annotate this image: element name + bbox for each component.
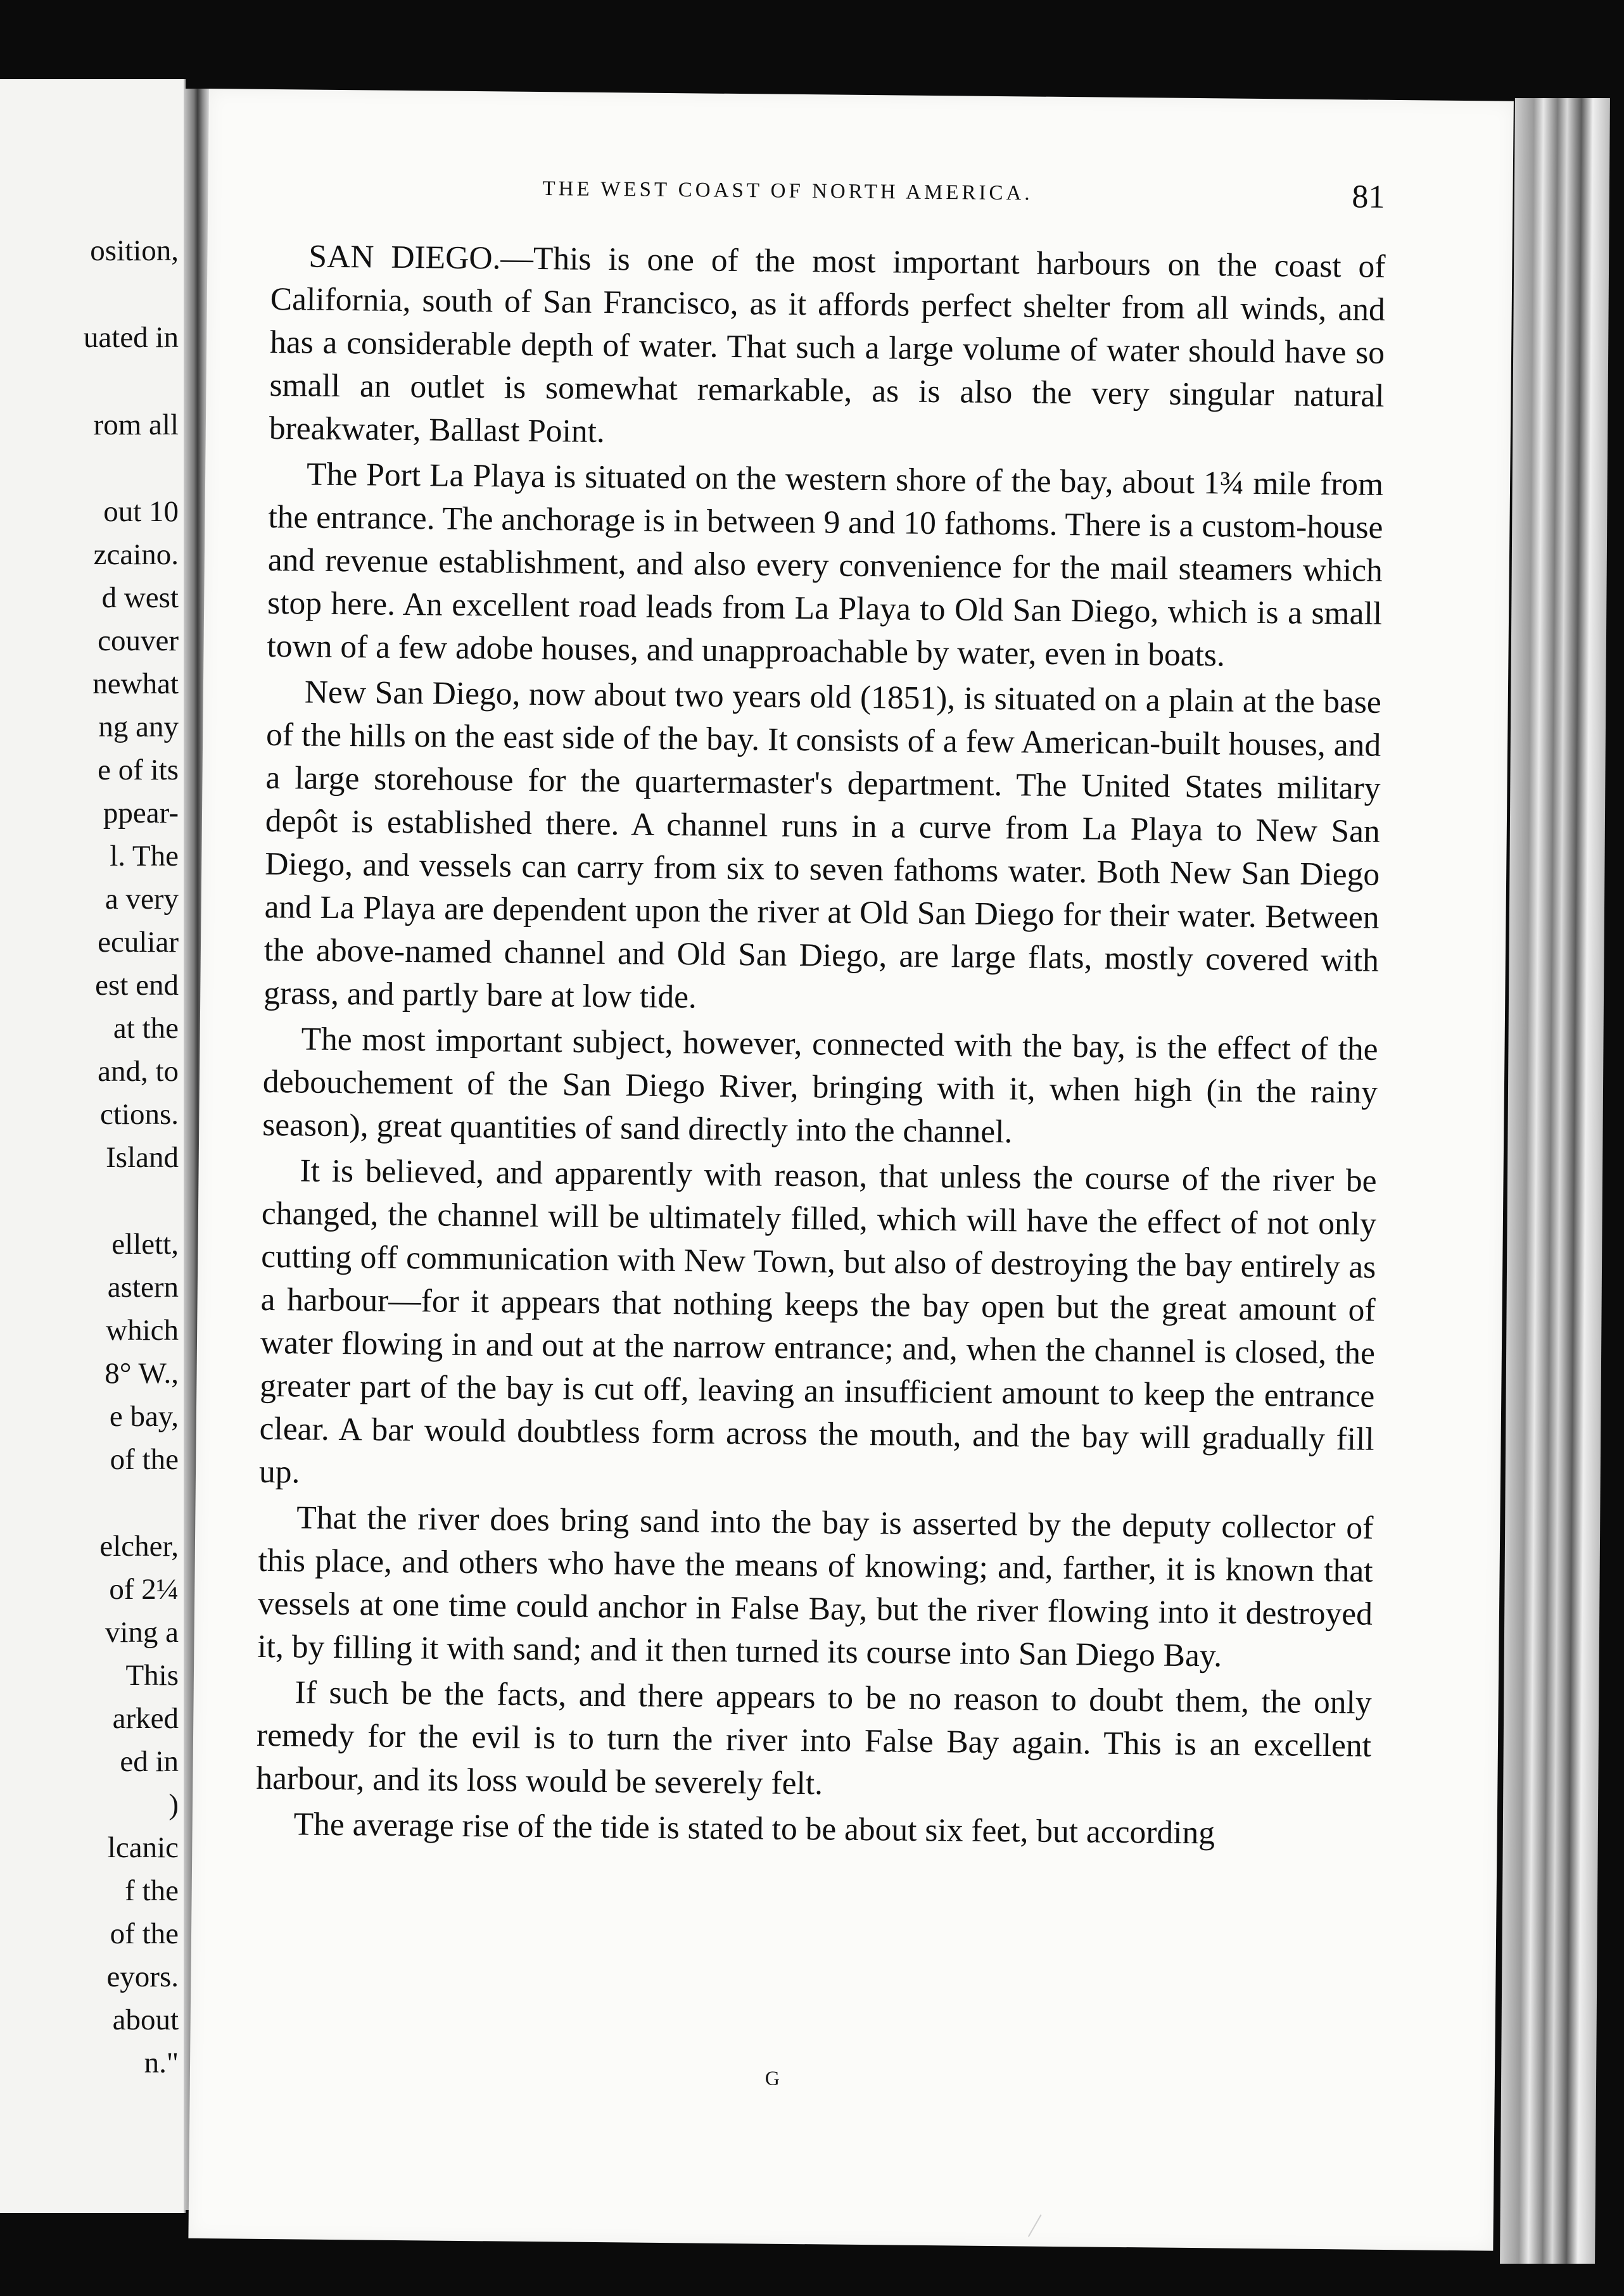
left-page xyxy=(0,79,186,2213)
left-page-line: 8° W., xyxy=(105,1357,179,1390)
page-edges xyxy=(1500,98,1610,2264)
left-page-line: osition, xyxy=(90,234,179,267)
left-page-line: about xyxy=(112,2003,179,2036)
paragraph: If such be the facts, and there appears to be no reason to doubt them, the only remedy for the evil is to turn the river into False Bay again. This is an excellent harbour, and its loss would be severely felt. xyxy=(256,1674,1372,1802)
left-page-line: f the xyxy=(125,1874,179,1907)
left-page-line: l. The xyxy=(110,840,179,873)
left-page-line: eculiar xyxy=(98,926,179,959)
left-page-line: rom all xyxy=(93,408,179,441)
page-number: 81 xyxy=(1352,179,1385,215)
left-page-line: at the xyxy=(113,1012,179,1045)
paragraph: The average rise of the tide is stated to be about six feet, but according xyxy=(293,1806,1215,1851)
left-page-line: and, to xyxy=(98,1055,179,1088)
left-page-line: of 2¼ xyxy=(109,1573,179,1606)
paragraph: That the river does bring sand into the bay is asserted by the deputy collector of this place, and others who have the means of knowing; and, farther, it is known that vessels at one time could anchor in False Bay, but the river flowing into it destroyed it, by filling it with sand; and it then turned its course into San Diego Bay. xyxy=(257,1499,1374,1674)
left-page-line: of the xyxy=(110,1443,179,1476)
left-page-line: newhat xyxy=(92,667,179,700)
left-page-line: eyors. xyxy=(106,1960,179,1993)
left-page-line: arked xyxy=(112,1702,179,1735)
left-page-line: This xyxy=(125,1659,179,1692)
left-page-line: ed in xyxy=(120,1745,179,1778)
left-page-line: out 10 xyxy=(103,495,179,528)
body-text xyxy=(255,235,1385,1857)
left-page-line: of the xyxy=(110,1917,179,1950)
left-page-line: ellett, xyxy=(111,1228,179,1261)
left-page-line: zcaino. xyxy=(93,538,179,571)
paragraph: The most important subject, however, connected with the bay, is the effect of the debouchement of the San Diego River, bringing with it, when high (in the rainy season), great quantities of sand directly into the channel. xyxy=(262,1021,1378,1151)
left-page-line: astern xyxy=(107,1271,179,1304)
paragraph: The Port La Playa is situated on the western shore of the bay, about 1¾ mile from the entrance. The anchorage is in between 9 and 10 fathoms. There is a custom-house and revenue establishment, and also every convenience for the mail steamers which stop here. An excellent road leads from La Playa to Old San Diego, which is a small town of a few adobe houses, and unapproachable by water, even in boats. xyxy=(267,456,1384,674)
left-page-line: elcher, xyxy=(99,1530,179,1563)
left-page-line: ppear- xyxy=(103,797,179,829)
left-page-line: ) xyxy=(168,1788,179,1821)
left-page-line: lcanic xyxy=(107,1831,179,1864)
left-page-line: ng any xyxy=(98,710,179,743)
left-page-line: e of its xyxy=(98,754,179,786)
main-page xyxy=(188,89,1513,2251)
signature-mark: G xyxy=(764,2066,780,2090)
left-page-line: Island xyxy=(106,1141,179,1174)
paragraph: SAN DIEGO.—This is one of the most important harbours on the coast of California, south of San Francisco, as it affords perfect shelter from all winds, and has a considerable depth of water. That such a large volume of water should have so small an outlet is somewhat remarkable, as is also the very singular natural breakwater, Ballast Point. xyxy=(269,238,1386,450)
running-head: THE WEST COAST OF NORTH AMERICA. xyxy=(542,177,1033,205)
left-page-line: est end xyxy=(95,969,179,1002)
left-page-line: d west xyxy=(101,581,179,614)
left-page-line: e bay, xyxy=(109,1400,179,1433)
paragraph: It is believed, and apparently with reason, that unless the course of the river be changed, the channel will be ultimately filled, which will have the effect of not only cutting off communication with New Town, but also of destroying the bay entirely as a harbour—for it appears that nothing keeps the bay open but the great amount of water flowing in and out at the narrow entrance; and, when the channel is closed, the greater part of the bay is cut off, leaving an insufficient amount to keep the entrance clear. A bar would doubtless form across the mouth, and the bay will gradually fill up. xyxy=(258,1152,1377,1491)
left-page-line: n." xyxy=(144,2047,179,2079)
paragraph: New San Diego, now about two years old (1851), is situated on a plain at the base of the hills on the east side of the bay. It consists of a few American-built houses, and a large storehouse for the quartermaster's department. The United States military depôt is established there. A channel runs in a curve from La Playa to New San Diego, and vessels can carry from six to seven fathoms water. Both New San Diego and La Playa are dependent upon the river at Old San Diego for their water. Between the above-named channel and Old San Diego, are large flats, mostly covered with grass, and partly bare at low tide. xyxy=(263,674,1382,1016)
left-page-line: ctions. xyxy=(99,1098,179,1131)
left-page-line: ving a xyxy=(105,1616,179,1649)
left-page-line: which xyxy=(106,1314,179,1347)
left-page-line: a very xyxy=(105,883,179,916)
left-page-line: uated in xyxy=(83,321,179,354)
left-page-line: couver xyxy=(98,624,179,657)
